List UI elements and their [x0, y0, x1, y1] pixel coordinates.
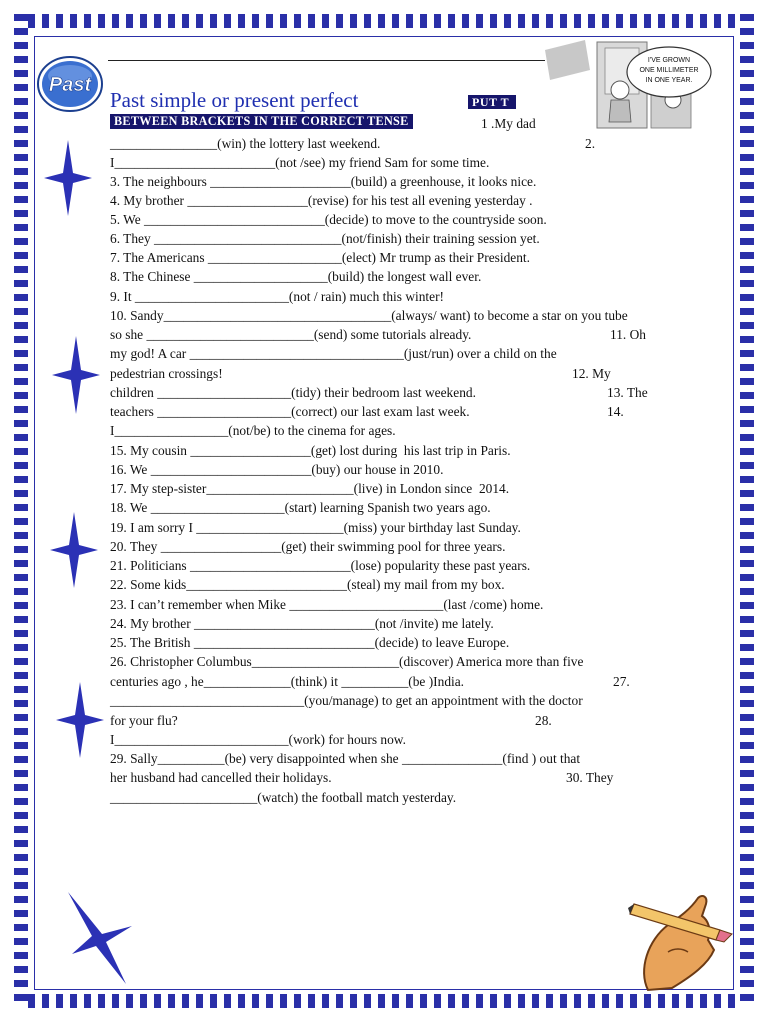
speech-line-3: IN ONE YEAR.: [645, 77, 693, 84]
checkered-border-top: [14, 14, 754, 28]
exercise-line: for your flu?: [110, 713, 178, 728]
exercise-line: so she _________________________(send) some tutorials already.: [110, 327, 472, 342]
exercise-line: 8. The Chinese ____________________(build) the longest wall ever.: [110, 269, 482, 284]
exercise-line: 6. They ____________________________(not/finish) their training session yet.: [110, 231, 540, 246]
checkered-border-left: [14, 14, 28, 1008]
speech-line-1: I'VE GROWN: [647, 57, 691, 64]
item-number-14: 14.: [607, 404, 624, 419]
item-number-2: 2.: [585, 136, 596, 151]
header-rule: [108, 60, 548, 61]
exercise-line: I________________________(not /see) my friend Sam for some time.: [110, 155, 490, 170]
exercise-line: my god! A car ________________________________(just/run) over a child on the: [110, 346, 557, 361]
exercise-line: 25. The British ___________________________(decide) to leave Europe.: [110, 635, 510, 650]
exercise-line: 18. We ____________________(start) learning Spanish two years ago.: [110, 500, 491, 515]
star-decoration: [50, 512, 98, 588]
star-decoration: [68, 892, 132, 984]
exercise-line: 7. The Americans ____________________(elect) Mr trump as their President.: [110, 250, 530, 265]
exercise-line: 4. My brother __________________(revise) for his test all evening yesterday .: [110, 193, 533, 208]
exercise-line: 23. I can’t remember when Mike _______________________(last /come) home.: [110, 597, 544, 612]
logo-text: Past: [48, 74, 92, 96]
exercise-line: teachers ____________________(correct) our last exam last week.: [110, 404, 470, 419]
past-logo: [36, 54, 104, 114]
item-number-12: 12. My: [572, 366, 611, 381]
exercise-line: 26. Christopher Columbus______________________(discover) America more than five: [110, 654, 584, 669]
item-number-1: 1 .My dad: [481, 116, 536, 131]
instruction-banner-put: PUT T: [468, 95, 516, 109]
exercise-line: 5. We ___________________________(decide) to move to the countryside soon.: [110, 212, 547, 227]
item-number-11: 11. Oh: [610, 327, 646, 342]
exercise-line: her husband had cancelled their holidays.: [110, 770, 332, 785]
star-decoration: [44, 140, 92, 216]
exercise-line: I__________________________(work) for hours now.: [110, 732, 406, 747]
exercise-line: 16. We ________________________(buy) our house in 2010.: [110, 462, 444, 477]
exercise-line: 22. Some kids________________________(steal) my mail from my box.: [110, 577, 505, 592]
exercise-line: I_________________(not/be) to the cinema for ages.: [110, 423, 396, 438]
exercise-line: 21. Politicians ________________________(lose) popularity these past years.: [110, 558, 531, 573]
instruction-banner: BETWEEN BRACKETS IN THE CORRECT TENSE: [110, 114, 413, 129]
exercise-line: ______________________(watch) the football match yesterday.: [110, 790, 457, 805]
exercise-line: 19. I am sorry I ______________________(miss) your birthday last Sunday.: [110, 520, 521, 535]
exercise-line: 20. They __________________(get) their swimming pool for three years.: [110, 539, 506, 554]
exercise-line: 24. My brother ___________________________(not /invite) me lately.: [110, 616, 494, 631]
item-number-13: 13. The: [607, 385, 648, 400]
star-decoration: [56, 682, 104, 758]
exercise-line: 9. It _______________________(not / rain) much this winter!: [110, 289, 444, 304]
exercise-line: centuries ago , he_____________(think) it __________(be )India.: [110, 674, 465, 689]
exercise-line: 17. My step-sister______________________(live) in London since 2014.: [110, 481, 510, 496]
exercise-line: pedestrian crossings!: [110, 366, 223, 381]
cartoon-illustration: [545, 40, 725, 130]
hand-with-pencil-illustration: [628, 890, 740, 1000]
speech-line-2: ONE MILLIMETER: [639, 67, 699, 74]
exercise-line: 3. The neighbours _____________________(build) a greenhouse, it looks nice.: [110, 174, 537, 189]
item-number-28: 28.: [535, 713, 552, 728]
star-decoration: [52, 336, 100, 414]
exercise-line: 10. Sandy__________________________________(always/ want) to become a star on you tube: [110, 308, 628, 323]
exercise-line: 29. Sally__________(be) very disappointed when she _______________(find ) out that: [110, 751, 581, 766]
exercise-line: _____________________________(you/manage) to get an appointment with the doctor: [110, 693, 583, 708]
exercise-line: children ____________________(tidy) their bedroom last weekend.: [110, 385, 476, 400]
exercise-line: 15. My cousin __________________(get) lost during his last trip in Paris.: [110, 443, 511, 458]
item-number-30: 30. They: [566, 770, 614, 785]
exercise-line: ________________(win) the lottery last weekend.: [110, 136, 381, 151]
checkered-border-right: [740, 14, 754, 1008]
item-number-27: 27.: [613, 674, 630, 689]
worksheet-title: Past simple or present perfect: [110, 88, 359, 112]
